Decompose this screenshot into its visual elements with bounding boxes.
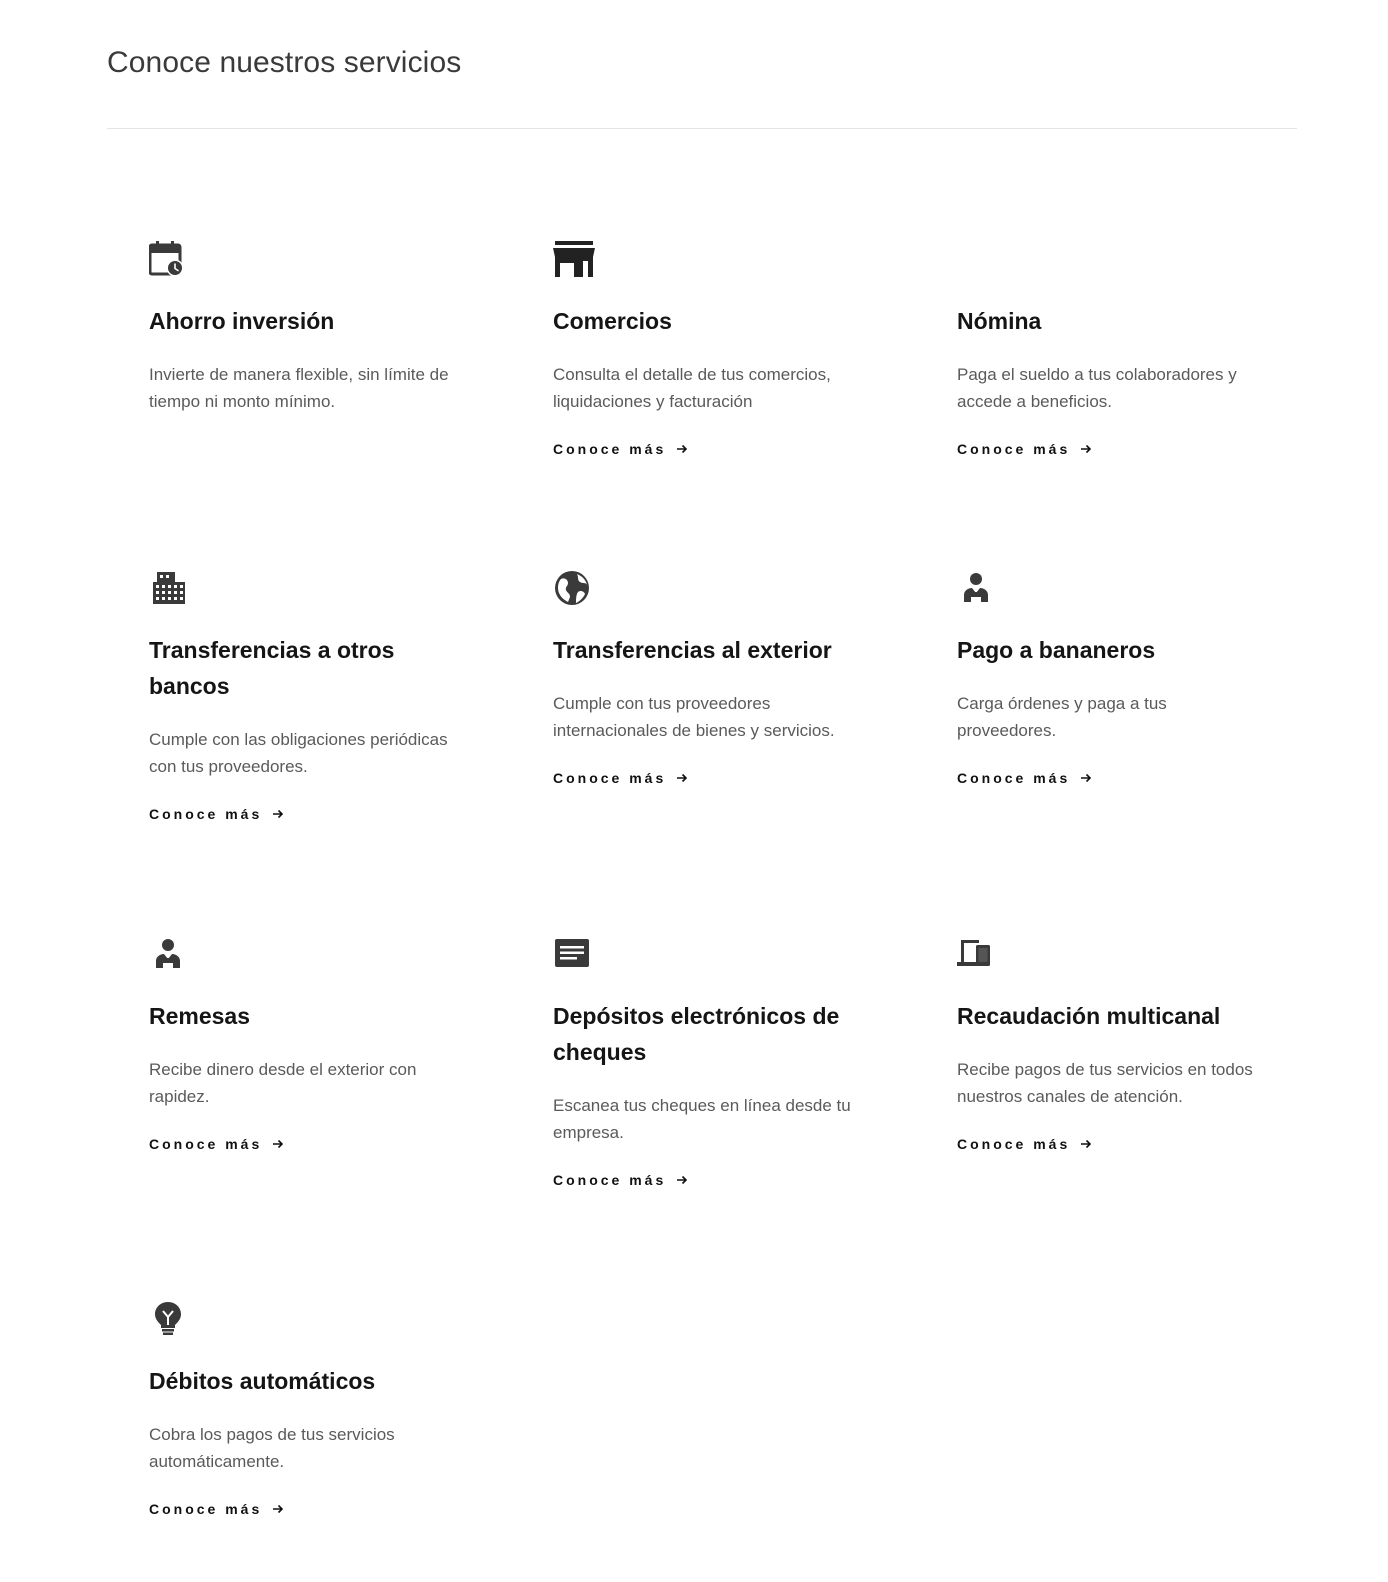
conoce-mas-link[interactable] — [957, 770, 1092, 786]
link-label: Conoce más — [553, 1172, 667, 1188]
arrow-right-icon — [676, 443, 688, 455]
arrow-right-icon — [1080, 443, 1092, 455]
service-description: Cumple con tus proveedores internacionales de bienes y servicios. — [553, 694, 835, 740]
service-description: Cumple con las obligaciones periódicas con tus proveedores. — [149, 730, 448, 776]
link-label: Conoce más — [149, 1136, 263, 1152]
service-description: Carga órdenes y paga a tus proveedores. — [957, 694, 1167, 740]
service-title: Transferencias al exterior — [553, 637, 832, 663]
link-label: Conoce más — [957, 441, 1071, 457]
conoce-mas-link[interactable] — [957, 1136, 1092, 1152]
service-title: Débitos automáticos — [149, 1368, 376, 1394]
arrow-right-icon — [676, 1174, 688, 1186]
arrow-right-icon — [1080, 772, 1092, 784]
conoce-mas-link[interactable] — [149, 1501, 284, 1517]
link-label: Conoce más — [149, 806, 263, 822]
person-icon — [957, 570, 997, 610]
conoce-mas-link[interactable] — [553, 770, 688, 786]
lightbulb-icon — [149, 1301, 189, 1341]
service-description: Recibe dinero desde el exterior con rapidez. — [149, 1060, 417, 1106]
service-description: Recibe pagos de tus servicios en todos nuestros canales de atención. — [957, 1060, 1253, 1106]
service-title: Depósitos electrónicos de cheques — [553, 1003, 840, 1065]
arrow-right-icon — [272, 808, 284, 820]
arrow-right-icon — [272, 1138, 284, 1150]
document-lines-icon — [553, 936, 593, 976]
conoce-mas-link[interactable] — [149, 1136, 284, 1152]
link-label: Conoce más — [553, 770, 667, 786]
services-grid — [149, 0, 1289, 1582]
service-title: Remesas — [149, 1003, 251, 1029]
service-title: Recaudación multicanal — [957, 1003, 1221, 1029]
link-label: Conoce más — [553, 441, 667, 457]
service-description: Paga el sueldo a tus colaboradores y accede a beneficios. — [957, 365, 1237, 411]
arrow-right-icon — [272, 1503, 284, 1515]
conoce-mas-link[interactable] — [553, 441, 688, 457]
calendar-clock-icon — [149, 241, 189, 281]
arrow-right-icon — [1080, 1138, 1092, 1150]
conoce-mas-link[interactable] — [149, 806, 284, 822]
service-title: Nómina — [957, 308, 1042, 334]
globe-icon — [553, 570, 593, 610]
conoce-mas-link[interactable] — [553, 1172, 688, 1188]
service-description: Escanea tus cheques en línea desde tu empresa. — [553, 1096, 851, 1142]
service-description: Consulta el detalle de tus comercios, liquidaciones y facturación — [553, 365, 831, 411]
building-icon — [149, 570, 189, 610]
service-title: Pago a bananeros — [957, 637, 1156, 663]
link-label: Conoce más — [957, 770, 1071, 786]
arrow-right-icon — [676, 772, 688, 784]
person-icon — [149, 936, 189, 976]
devices-icon — [957, 936, 997, 976]
service-description: Invierte de manera flexible, sin límite de tiempo ni monto mínimo. — [149, 365, 449, 411]
service-title: Ahorro inversión — [149, 308, 335, 334]
service-title: Transferencias a otros bancos — [149, 637, 395, 699]
link-label: Conoce más — [149, 1501, 263, 1517]
link-label: Conoce más — [957, 1136, 1071, 1152]
service-title: Comercios — [553, 308, 672, 334]
conoce-mas-link[interactable] — [957, 441, 1092, 457]
page-title: Conoce nuestros servicios — [107, 46, 462, 79]
store-icon — [553, 241, 593, 281]
service-description: Cobra los pagos de tus servicios automáticamente. — [149, 1425, 395, 1471]
